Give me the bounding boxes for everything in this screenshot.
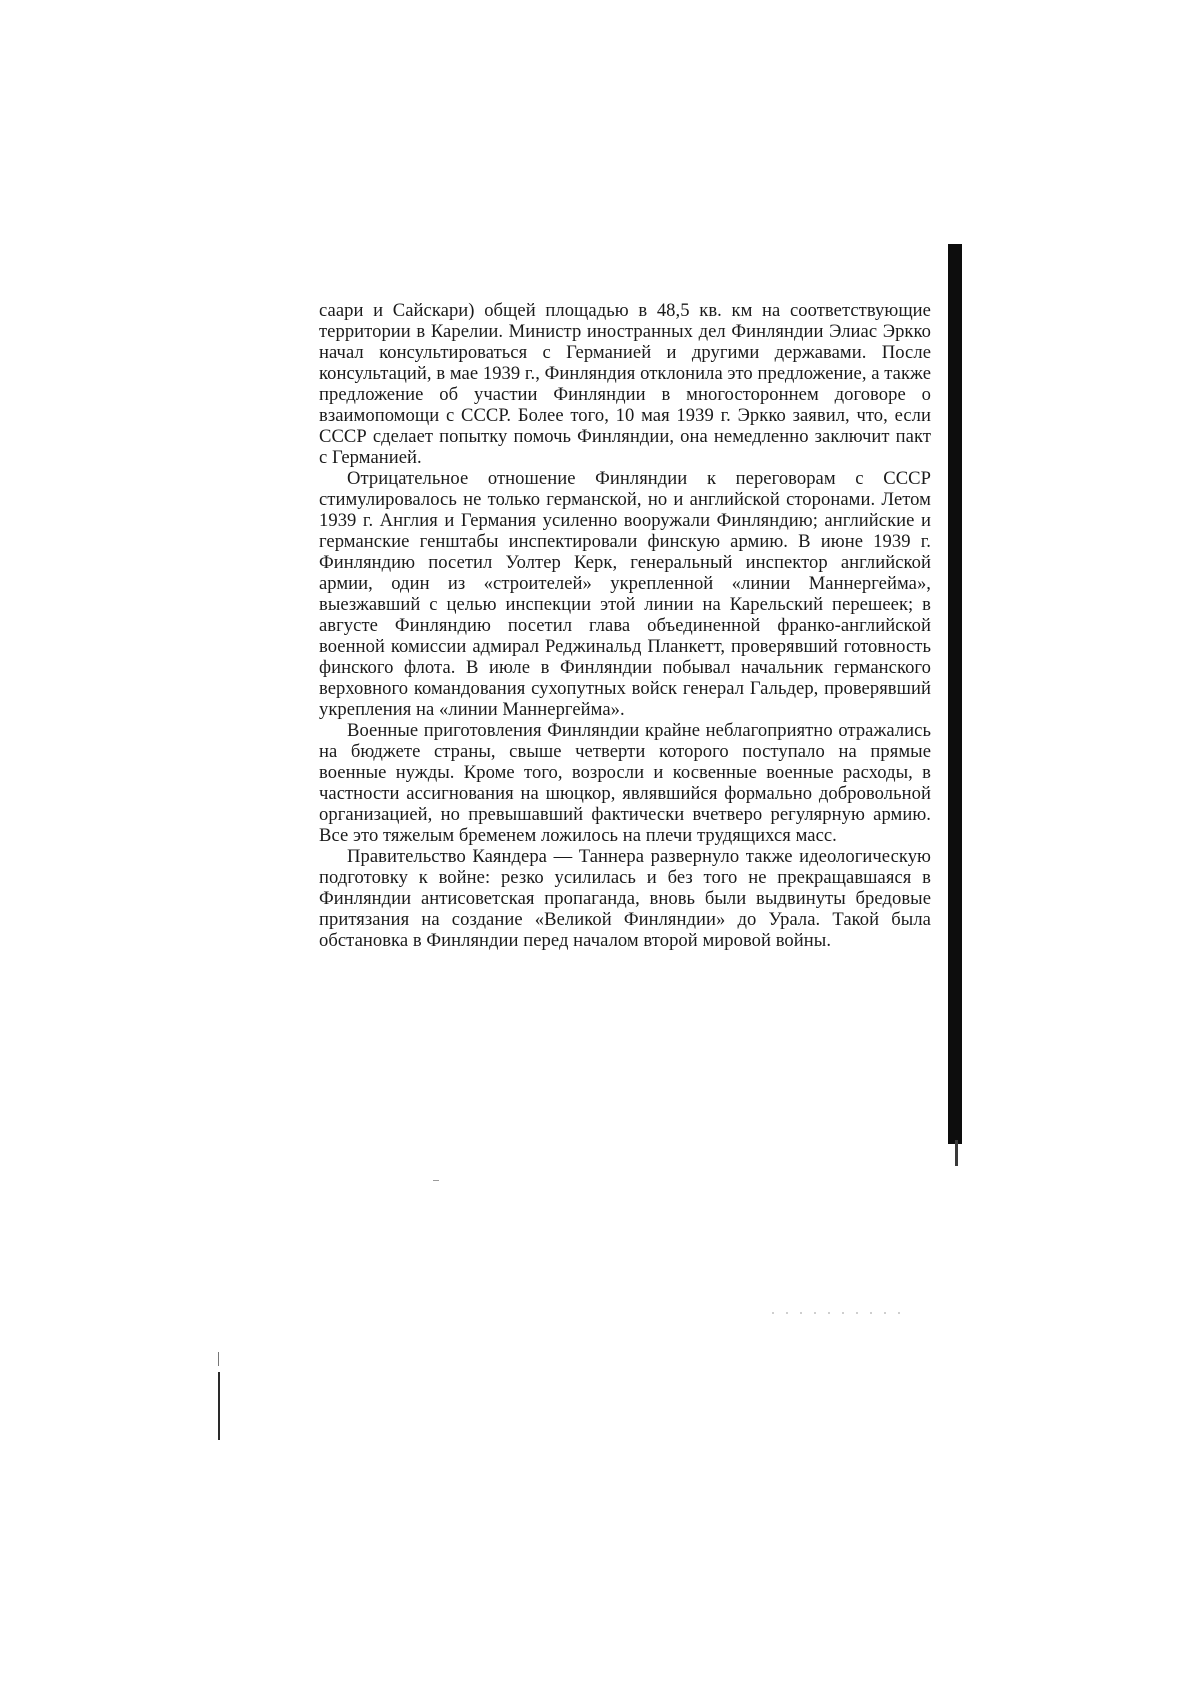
scan-artifact-line: [218, 1372, 220, 1440]
scan-edge-shadow: [948, 244, 962, 1144]
body-text: [319, 300, 931, 951]
paragraph-3: Военные приготовления Финляндии крайне неблагоприятно отражались на бюджете страны, свыше четверти которого поступало на прямые военные нужды. Кроме того, возросли и косвенные военные расходы, в частности ассигнования на шюцкор, являвшийся формально добровольной организацией, но превышавший фактически вчетверо регулярную армию. Все это тяжелым бременем ложилось на плечи трудящихся масс.: [319, 720, 931, 846]
scan-artifact-dot: [433, 1180, 439, 1181]
paragraph-1: саари и Сайскари) общей площадью в 48,5 кв. км на соответствующие территории в Карелии. Министр иностранных дел Финляндии Элиас Эркко начал консультироваться с Германией и другими державами. После консультаций, в мае 1939 г., Финляндия отклонила это предложение, а также предложение об участии Финляндии в многостороннем договоре о взаимопомощи с СССР. Более того, 10 мая 1939 г. Эркко заявил, что, если СССР сделает попытку помочь Финляндии, она немедленно заключит пакт с Германией.: [319, 300, 931, 468]
paragraph-4: Правительство Каяндера — Таннера развернуло также идеологическую подготовку к войне: резко усилилась и без того не прекращавшаяся в Финляндии антисоветская пропаганда, вновь были выдвинуты бредовые притязания на создание «Великой Финляндии» до Урала. Такой была обстановка в Финляндии перед началом второй мировой войны.: [319, 846, 931, 951]
scan-artifact-speckles: [772, 1312, 902, 1314]
scan-edge-shadow-tail: [955, 1140, 958, 1166]
paragraph-2: Отрицательное отношение Финляндии к переговорам с СССР стимулировалось не только германской, но и английской сторонами. Летом 1939 г. Англия и Германия усиленно вооружали Финляндию; английские и германские генштабы инспектировали финскую армию. В июне 1939 г. Финляндию посетил Уолтер Керк, генеральный инспектор английской армии, один из «строителей» укрепленной «линии Маннергейма», выезжавший с целью инспекции этой линии на Карельский перешеек; в августе Финляндию посетил глава объединенной франко-английской военной комиссии адмирал Реджинальд Планкетт, проверявший готовность финского флота. В июле в Финляндии побывал начальник германского верховного командования сухопутных войск генерал Гальдер, проверявший укрепления на «линии Маннергейма».: [319, 468, 931, 720]
scan-artifact-line-top: [218, 1352, 219, 1366]
